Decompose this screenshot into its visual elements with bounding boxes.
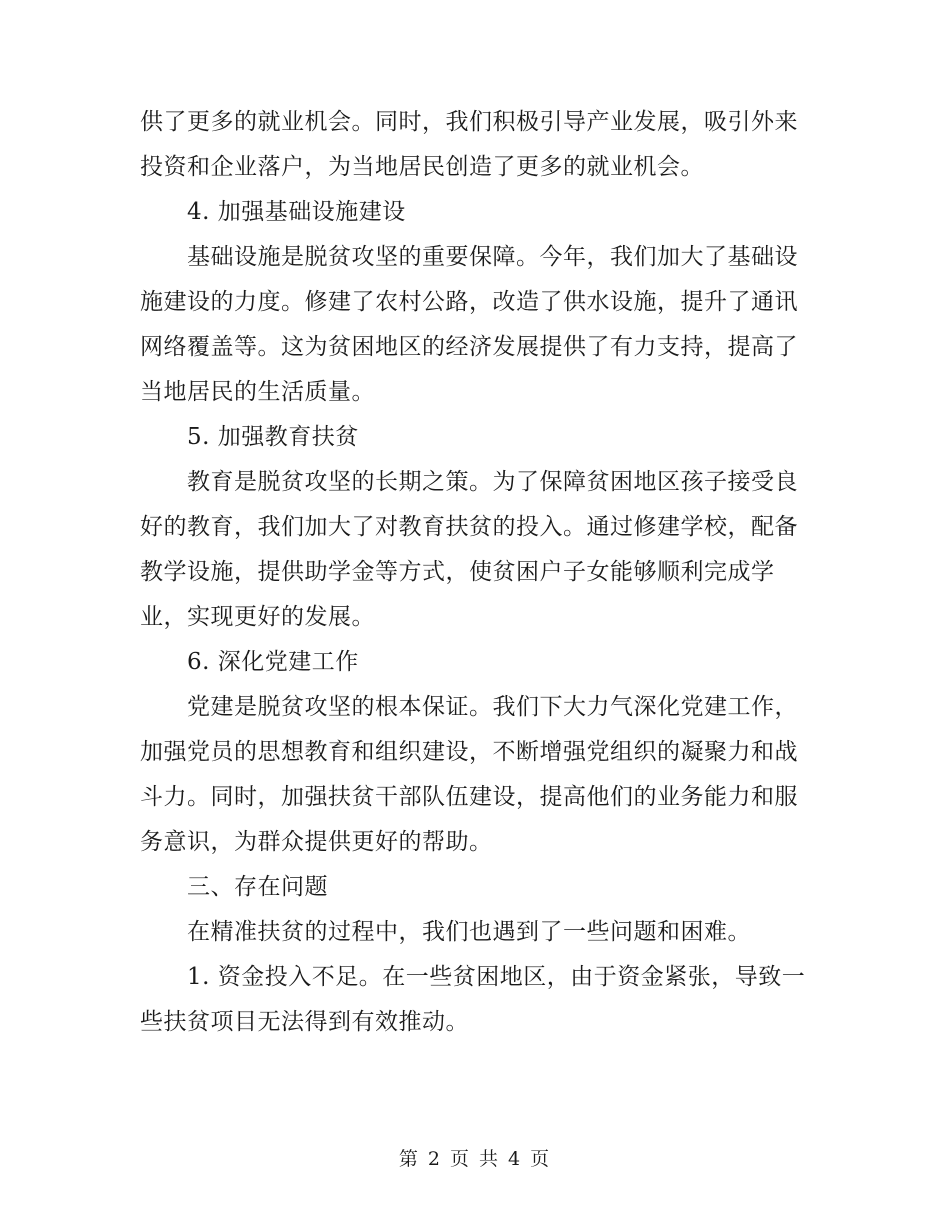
body-text-line: 教学设施，提供助学金等方式，使贫困户子女能够顺利完成学 — [140, 559, 775, 585]
body-text-line: 施建设的力度。修建了农村公路，改造了供水设施，提升了通讯 — [140, 289, 798, 315]
paragraph-start-line: 在精准扶贫的过程中，我们也遇到了一些问题和困难。 — [187, 919, 751, 945]
body-text-line: 务意识，为群众提供更好的帮助。 — [140, 829, 493, 855]
body-text-line: 加强党员的思想教育和组织建设，不断增强党组织的凝聚力和战 — [140, 739, 798, 765]
section-heading-5: 5. 加强教育扶贫 — [187, 424, 359, 450]
body-text-line: 供了更多的就业机会。同时，我们积极引导产业发展，吸引外来 — [140, 109, 798, 135]
page-footer: 第 2 页 共 4 页 — [398, 1148, 552, 1170]
body-text-line: 些扶贫项目无法得到有效推动。 — [140, 1009, 469, 1035]
section-heading-4: 4. 加强基础设施建设 — [187, 199, 406, 225]
paragraph-start-line: 教育是脱贫攻坚的长期之策。为了保障贫困地区孩子接受良 — [187, 469, 798, 495]
body-text-line: 业，实现更好的发展。 — [140, 604, 375, 630]
body-text-line: 当地居民的生活质量。 — [140, 379, 375, 405]
section-heading-problems: 三、存在问题 — [187, 874, 328, 900]
body-text-line: 投资和企业落户，为当地居民创造了更多的就业机会。 — [140, 154, 704, 180]
body-text-line: 好的教育，我们加大了对教育扶贫的投入。通过修建学校，配备 — [140, 514, 798, 540]
section-heading-6: 6. 深化党建工作 — [187, 649, 359, 675]
list-item-start-line: 1. 资金投入不足。在一些贫困地区，由于资金紧张，导致一 — [187, 964, 806, 990]
body-text-line: 网络覆盖等。这为贫困地区的经济发展提供了有力支持，提高了 — [140, 334, 798, 360]
paragraph-start-line: 党建是脱贫攻坚的根本保证。我们下大力气深化党建工作， — [187, 694, 798, 720]
paragraph-start-line: 基础设施是脱贫攻坚的重要保障。今年，我们加大了基础设 — [187, 244, 798, 270]
body-text-line: 斗力。同时，加强扶贫干部队伍建设，提高他们的业务能力和服 — [140, 784, 798, 810]
